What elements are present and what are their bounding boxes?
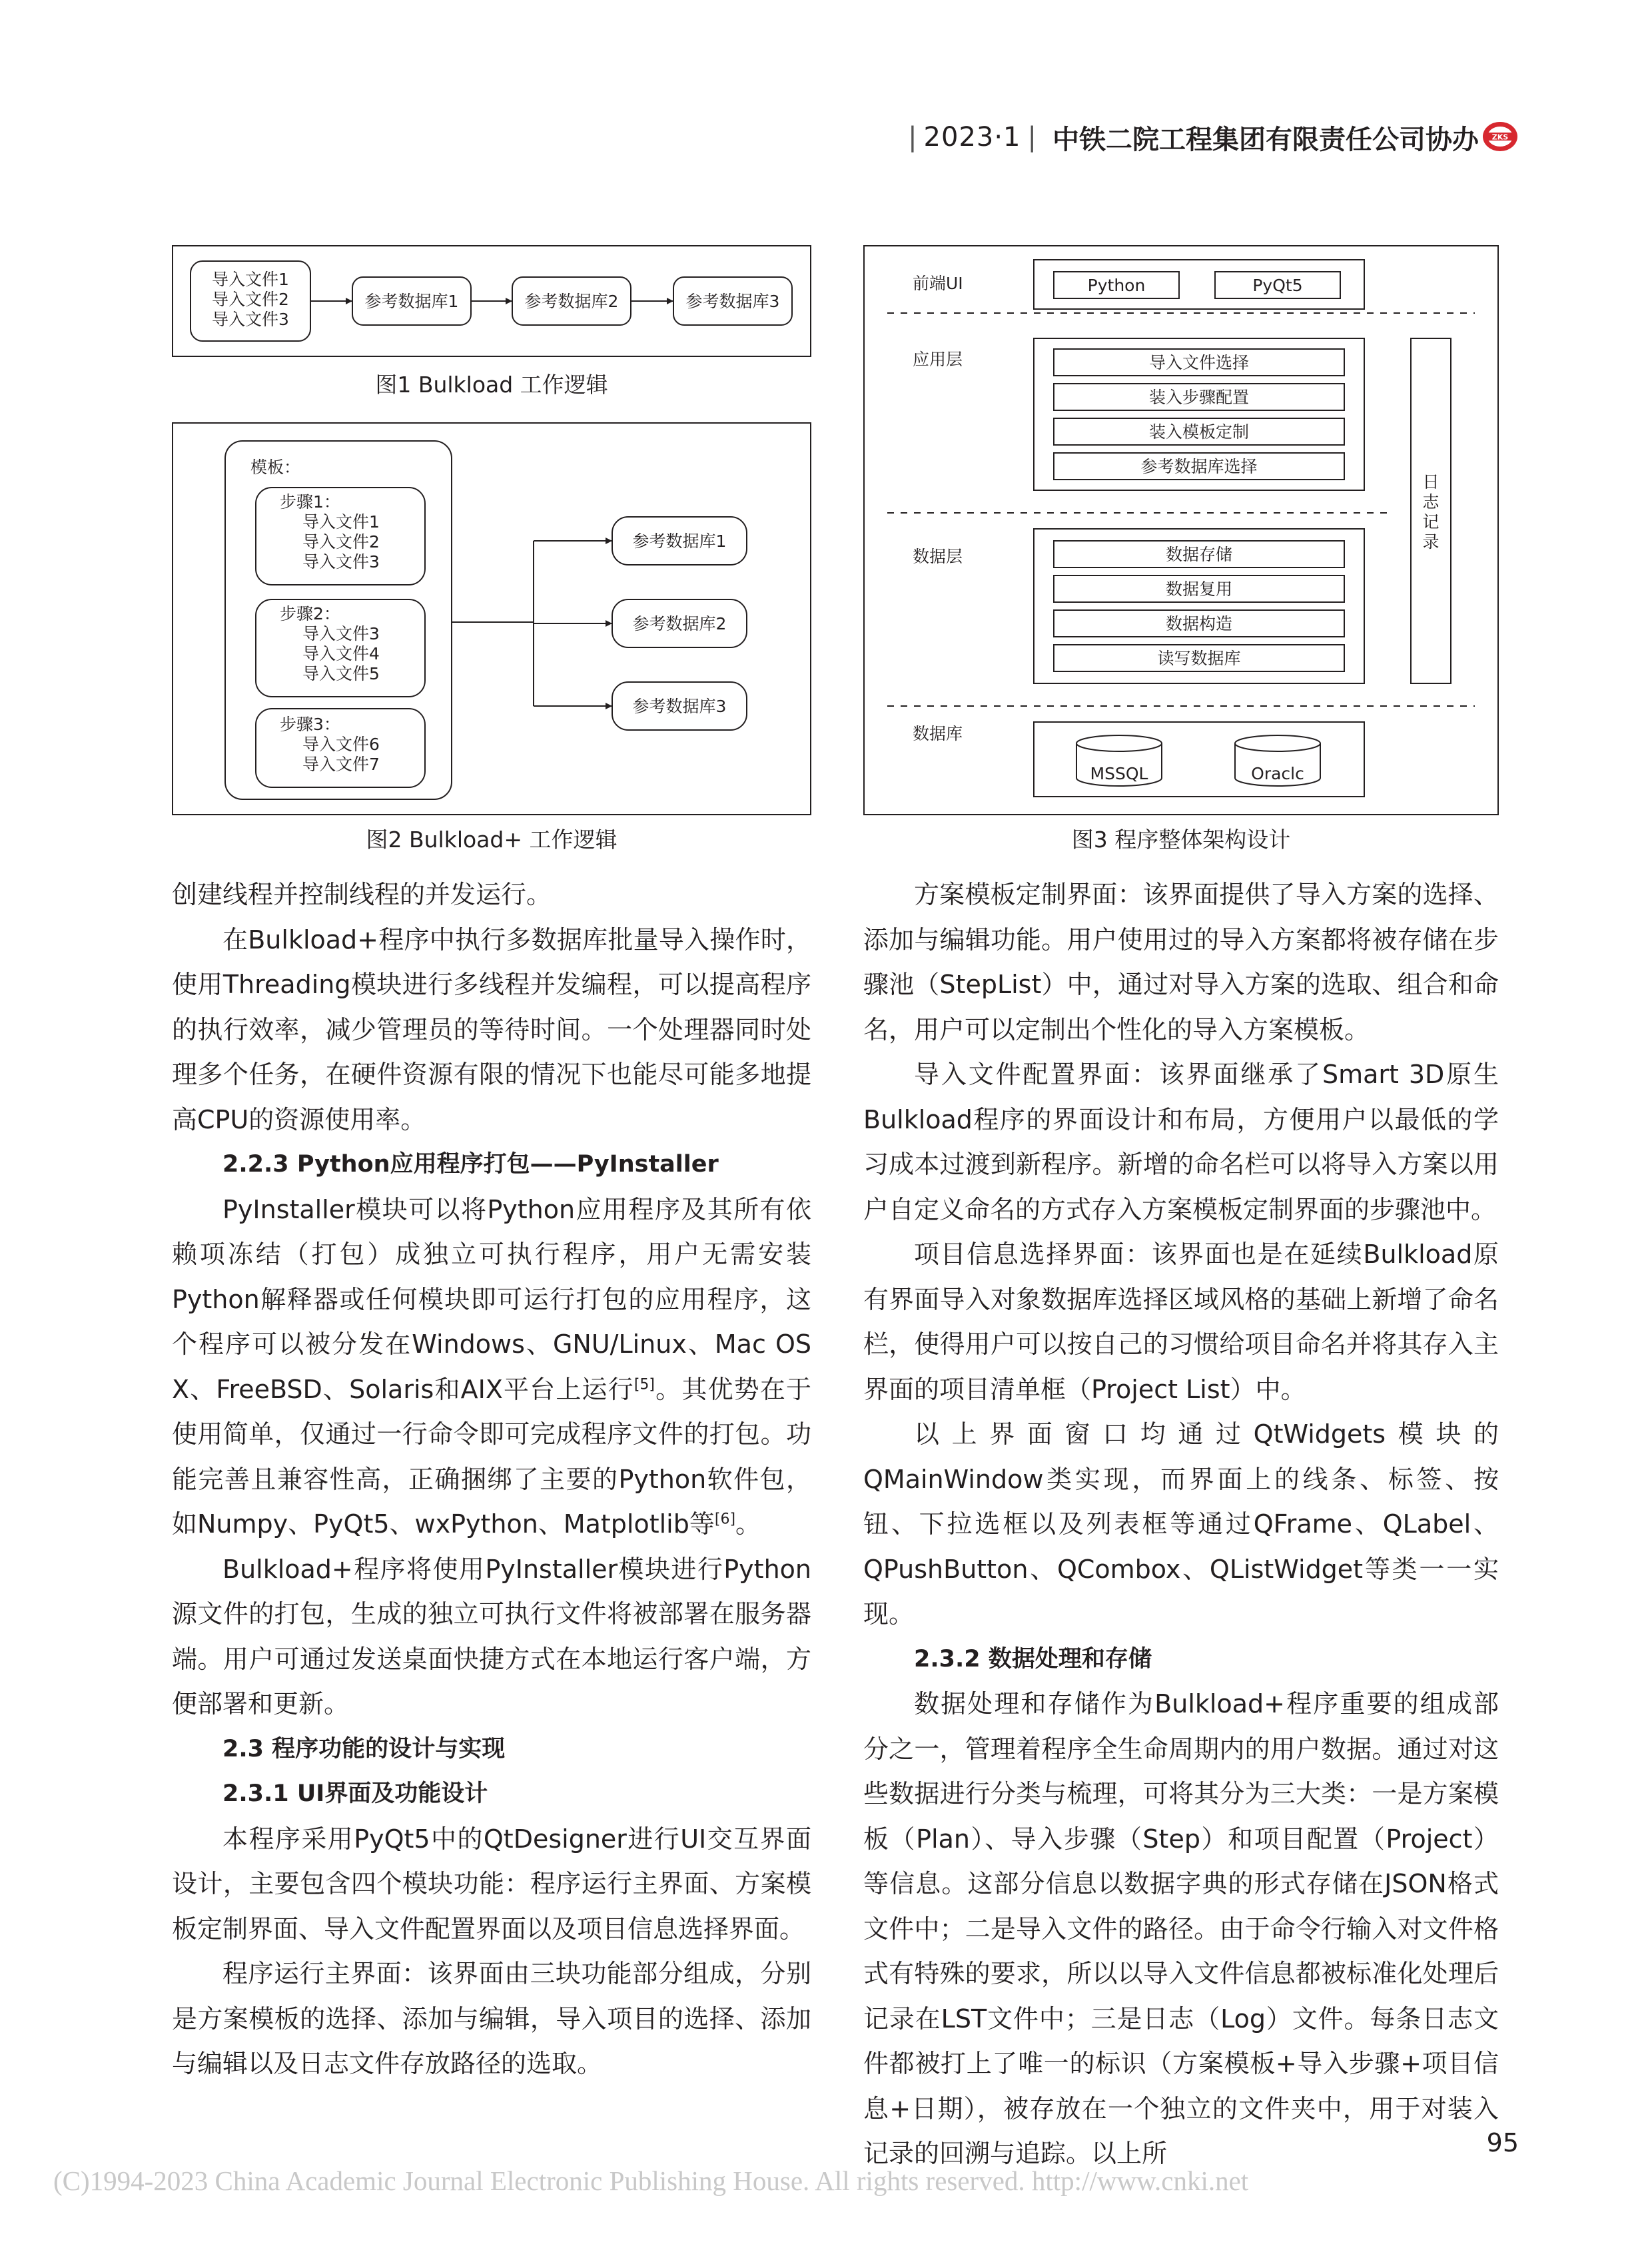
figure-2-caption: 图2 Bulkload+ 工作逻辑	[366, 827, 618, 853]
database-name: Oraclc	[1251, 764, 1304, 783]
figure-1-caption: 图1 Bulkload 工作逻辑	[375, 372, 608, 398]
figure-3-caption: 图3 程序整体架构设计	[1071, 827, 1291, 853]
log-char: 录	[1422, 532, 1440, 552]
database-name: MSSQL	[1090, 764, 1148, 783]
figure-3	[863, 245, 1499, 815]
template-label: 模板：	[250, 458, 301, 477]
section-heading: 2.3 程序功能的设计与实现	[222, 1735, 506, 1762]
app-item: 装入模板定制	[1148, 422, 1250, 442]
step-file: 导入文件4	[302, 644, 380, 663]
step-file: 导入文件3	[302, 552, 380, 571]
step-file: 导入文件5	[302, 664, 380, 683]
database-label: 参考数据库1	[364, 292, 459, 311]
database-label: 参考数据库2	[524, 292, 619, 311]
data-item: 读写数据库	[1157, 649, 1241, 668]
section-heading: 2.3.1 UI界面及功能设计	[222, 1780, 488, 1807]
app-item: 导入文件选择	[1148, 353, 1250, 372]
database-layer-box	[1034, 722, 1364, 797]
log-char: 日	[1422, 472, 1440, 492]
data-item: 数据构造	[1165, 614, 1233, 633]
step-file: 导入文件6	[302, 735, 380, 754]
paragraph: 程序运行主界面：该界面由三块功能部分组成，分别是方案模板的选择、添加与编辑，导入项目的选择、添加与编辑以及日志文件存放路径的选取。	[172, 1959, 811, 2078]
paragraph: 在Bulkload+程序中执行多数据库批量导入操作时，使用Threading模块进行多线程并发编程，可以提高程序的执行效率，减少管理员的等待时间。一个处理器同时处理多个任务，在硬件资源有限的情况下也能尽可能多地提高CPU的资源使用率。	[172, 925, 811, 1134]
step-title: 步骤1：	[280, 492, 340, 512]
step-file: 导入文件1	[302, 512, 380, 532]
citation: [6]	[714, 1511, 736, 1528]
paragraph: 项目信息选择界面：该界面也是在延续Bulkload原有界面导入对象数据库选择区域风格的基础上新增了命名栏，使得用户可以按自己的习惯给项目命名并将其存入主界面的项目清单框（Project List）中。	[863, 1240, 1499, 1404]
step-file: 导入文件3	[302, 624, 380, 643]
app-item: 装入步骤配置	[1148, 388, 1250, 407]
page-number: 95	[1486, 2128, 1519, 2157]
paragraph: Bulkload+程序将使用PyInstaller模块进行Python源文件的打包，生成的独立可执行文件将被部署在服务器端。用户可通过发送桌面快捷方式在本地运行客户端，方便部署和更新。	[172, 1554, 811, 1718]
section-heading: 2.2.3 Python应用程序打包——PyInstaller	[222, 1151, 719, 1178]
step-file: 导入文件7	[302, 755, 380, 774]
running-header	[901, 116, 1479, 159]
figure-2	[172, 422, 811, 815]
paragraph: 创建线程并控制线程的并发运行。	[172, 880, 552, 909]
layer-label: 数据库	[913, 724, 963, 743]
step-file: 导入文件2	[302, 532, 380, 552]
log-char: 记	[1422, 512, 1440, 532]
app-item: 参考数据库选择	[1140, 457, 1258, 476]
frontend-item: PyQt5	[1252, 276, 1303, 295]
paragraph: PyInstaller模块可以将Python应用程序及其所有依赖项冻结（打包）成独立可执行程序，用户无需安装Python解释器或任何模块即可运行打包的应用程序，这个程序可以被分发在Windows、GNU/Linux、Mac OS X、FreeBSD、Solaris和AIX平台上运行[5]。其优势在于使用简单，仅通过一行命令即可完成程序文件的打包。功能完善且兼容性高，正确捆绑了主要的Python软件包，如Numpy、PyQt5、wxPython、Matplotlib等[6]。	[172, 1194, 811, 1539]
database-label: 参考数据库1	[632, 532, 727, 551]
section-heading: 2.3.2 数据处理和存储	[914, 1645, 1152, 1673]
step-title: 步骤2：	[280, 604, 340, 623]
header-divider: |	[1027, 122, 1036, 153]
paragraph: 导入文件配置界面：该界面继承了Smart 3D原生Bulkload程序的界面设计和布局，方便用户以最低的学习成本过渡到新程序。新增的命名栏可以将导入方案以用户自定义命名的方式存入方案模板定制界面的步骤池中。	[863, 1060, 1499, 1224]
log-char: 志	[1422, 492, 1440, 512]
figure-1	[172, 245, 811, 357]
paragraph: 本程序采用PyQt5中的QtDesigner进行UI交互界面设计，主要包含四个模块功能：程序运行主界面、方案模板定制界面、导入文件配置界面以及项目信息选择界面。	[172, 1824, 811, 1944]
copyright-watermark: (C)1994-2023 China Academic Journal Electronic Publishing House. All rights reserved. http://www.cnki.net	[53, 2165, 1249, 2196]
database-label: 参考数据库2	[632, 614, 727, 633]
data-item: 数据复用	[1165, 579, 1233, 599]
header-organization: 中铁二院工程集团有限责任公司协办	[1052, 124, 1479, 155]
layer-label: 数据层	[913, 547, 963, 566]
header-issue: 2023·1	[923, 122, 1021, 153]
right-column	[863, 873, 1499, 2177]
input-file-label: 导入文件3	[212, 310, 289, 329]
paragraph: 以上界面窗口均通过QtWidgets模块的QMainWindow类实现，而界面上的线条、标签、按钮、下拉选框以及列表框等通过QFrame、QLabel、QPushButton、QCombox、QListWidget等类一一实现。	[863, 1419, 1499, 1629]
frontend-item: Python	[1087, 276, 1146, 295]
input-file-label: 导入文件2	[212, 290, 289, 309]
input-file-label: 导入文件1	[212, 270, 289, 289]
frontend-box	[1034, 260, 1364, 309]
step-title: 步骤3：	[280, 715, 340, 734]
database-label: 参考数据库3	[632, 697, 727, 716]
paragraph: 数据处理和存储作为Bulkload+程序重要的组成部分之一，管理着程序全生命周期内的用户数据。通过对这些数据进行分类与梳理，可将其分为三大类：一是方案模板（Plan）、导入步骤（Step）和项目配置（Project）等信息。这部分信息以数据字典的形式存储在JSON格式文件中；二是导入文件的路径。由于命令行输入对文件格式有特殊的要求，所以以导入文件信息都被标准化处理后记录在LST文件中；三是日志（Log）文件。每条日志文件都被打上了唯一的标识（方案模板+导入步骤+项目信息+日期），被存放在一个独立的文件夹中，用于对装入记录的回溯与追踪。以上所	[863, 1689, 1499, 2168]
citation: [5]	[633, 1375, 655, 1393]
layer-label: 前端UI	[913, 274, 963, 293]
layer-label: 应用层	[913, 350, 963, 369]
svg-text:ZKS: ZKS	[1491, 133, 1509, 142]
database-label: 参考数据库3	[685, 292, 780, 311]
left-column	[172, 873, 811, 2087]
publisher-logo	[1481, 120, 1519, 153]
paragraph: 方案模板定制界面：该界面提供了导入方案的选择、添加与编辑功能。用户使用过的导入方案都将被存储在步骤池（StepList）中，通过对导入方案的选取、组合和命名，用户可以定制出个性化的导入方案模板。	[863, 880, 1499, 1044]
header-divider: |	[908, 122, 917, 153]
data-item: 数据存储	[1165, 545, 1233, 564]
